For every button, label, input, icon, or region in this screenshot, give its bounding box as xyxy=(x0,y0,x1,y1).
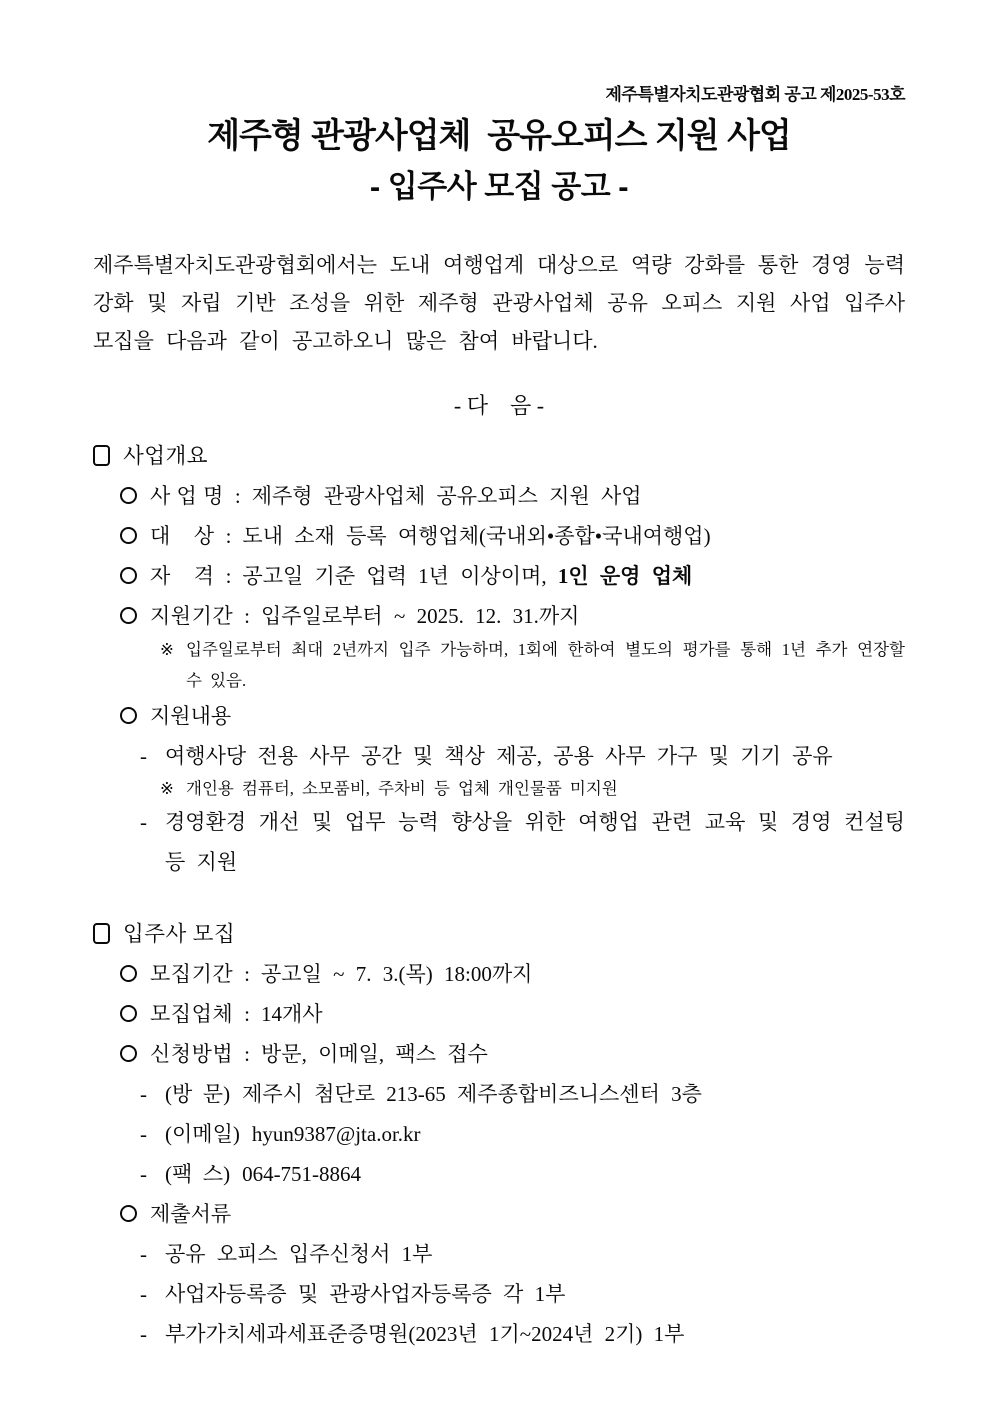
colon-separator: : xyxy=(244,1042,250,1066)
section-recruit xyxy=(93,914,905,1354)
dash-bullet: - xyxy=(140,1282,147,1306)
item-support-period xyxy=(93,596,905,636)
circle-bullet-icon xyxy=(120,1005,137,1022)
item-label: 사 업 명 xyxy=(150,484,224,508)
document-title: 제주형 관광사업체 공유오피스 지원 사업 xyxy=(207,117,791,155)
colon-separator: : xyxy=(225,524,232,548)
item-value: 도내 소재 등록 여행업체(국내외•종합•국내여행업) xyxy=(242,524,711,548)
item-support-content-heading xyxy=(93,696,905,736)
colon-separator: : xyxy=(234,484,241,508)
method-visit xyxy=(93,1074,905,1114)
doc-item-vat xyxy=(93,1314,905,1354)
item-label: 자 격 xyxy=(150,564,215,588)
section-overview xyxy=(93,436,905,882)
item-qualification xyxy=(93,556,905,596)
method-value: 064-751-8864 xyxy=(242,1162,362,1186)
colon-separator: : xyxy=(225,564,232,588)
dash-bullet: - xyxy=(140,1122,147,1146)
support-item-text: 경영환경 개선 및 업무 능력 향상을 위한 여행업 관련 교육 및 경영 컨설팅 등 지원 xyxy=(165,810,905,874)
dash-bullet: - xyxy=(140,1162,147,1186)
method-label: (방 문) xyxy=(165,1082,231,1106)
item-value: 방문, 이메일, 팩스 접수 xyxy=(261,1042,488,1066)
method-email xyxy=(93,1114,905,1154)
docs-heading-label: 제출서류 xyxy=(150,1202,232,1226)
item-value: 입주일로부터 ~ 2025. 12. 31.까지 xyxy=(261,604,580,628)
notice-number: 제주특별자치도관광협회 공고 제2025-53호 xyxy=(605,85,905,104)
item-recruit-count xyxy=(93,994,905,1034)
qualification-text: 공고일 기준 업력 1년 이상이며, xyxy=(242,564,558,588)
support-item-office xyxy=(93,736,905,776)
doc-item-registration xyxy=(93,1274,905,1314)
item-label: 신청방법 xyxy=(150,1042,234,1066)
item-value xyxy=(242,564,692,588)
circle-bullet-icon xyxy=(120,1045,137,1062)
method-value-email: hyun9387@jta.or.kr xyxy=(251,1122,421,1146)
circle-bullet-icon xyxy=(120,567,137,584)
circle-bullet-icon xyxy=(120,965,137,982)
support-item-education xyxy=(93,802,905,882)
note-personal-items xyxy=(93,776,905,802)
support-item-text: 여행사당 전용 사무 공간 및 책상 제공, 공용 사무 가구 및 기기 공유 xyxy=(165,744,833,768)
item-label: 모집업체 xyxy=(150,1002,234,1026)
circle-bullet-icon xyxy=(120,527,137,544)
dash-bullet: - xyxy=(140,1082,147,1106)
reference-mark-icon: ※ xyxy=(160,640,174,659)
item-documents-heading xyxy=(93,1194,905,1234)
doc-item-text: 사업자등록증 및 관광사업자등록증 각 1부 xyxy=(165,1282,566,1306)
item-label: 모집기간 xyxy=(150,962,234,986)
qualification-bold-text: 1인 운영 업체 xyxy=(557,564,693,588)
daum-divider: - 다 음 - xyxy=(453,393,545,418)
doc-item-text: 부가가치세과세표준증명원(2023년 1기~2024년 2기) 1부 xyxy=(165,1322,685,1346)
section-recruit-heading xyxy=(93,914,905,954)
item-label: 대 상 xyxy=(150,524,215,548)
section-heading-label: 사업개요 xyxy=(123,444,209,468)
method-label: (팩 스) xyxy=(165,1162,231,1186)
circle-bullet-icon xyxy=(120,707,137,724)
item-value: 14개사 xyxy=(261,1002,323,1026)
circle-bullet-icon xyxy=(120,607,137,624)
doc-item-application xyxy=(93,1234,905,1274)
note-text: 입주일로부터 최대 2년까지 입주 가능하며, 1회에 한하여 별도의 평가를 통해 1년 추가 연장할 수 있음. xyxy=(186,640,905,690)
item-label: 지원기간 xyxy=(150,604,234,628)
support-heading-label: 지원내용 xyxy=(150,704,232,728)
square-bullet-icon xyxy=(93,445,110,466)
method-fax xyxy=(93,1154,905,1194)
note-text: 개인용 컴퓨터, 소모품비, 주차비 등 업체 개인물품 미지원 xyxy=(186,779,618,798)
item-apply-method xyxy=(93,1034,905,1074)
item-value: 제주형 관광사업체 공유오피스 지원 사업 xyxy=(251,484,642,508)
document-subtitle: - 입주사 모집 공고 - xyxy=(369,169,629,204)
dash-bullet: - xyxy=(140,1322,147,1346)
item-recruit-period xyxy=(93,954,905,994)
note-period-extension xyxy=(93,634,905,696)
section-heading-label: 입주사 모집 xyxy=(123,922,236,946)
circle-bullet-icon xyxy=(120,487,137,504)
method-value: 제주시 첨단로 213-65 제주종합비즈니스센터 3층 xyxy=(242,1082,702,1106)
item-project-name xyxy=(93,476,905,516)
dash-bullet: - xyxy=(140,1242,147,1266)
dash-bullet: - xyxy=(140,744,147,768)
square-bullet-icon xyxy=(93,923,110,944)
reference-mark-icon: ※ xyxy=(160,779,174,798)
method-label: (이메일) xyxy=(165,1122,240,1146)
dash-bullet: - xyxy=(140,810,147,834)
section-overview-heading xyxy=(93,436,905,476)
colon-separator: : xyxy=(244,604,250,628)
item-target xyxy=(93,516,905,556)
item-value: 공고일 ~ 7. 3.(목) 18:00까지 xyxy=(261,962,533,986)
colon-separator: : xyxy=(244,1002,250,1026)
intro-paragraph: 제주특별자치도관광협회에서는 도내 여행업계 대상으로 역량 강화를 통한 경영 능력 강화 및 자립 기반 조성을 위한 제주형 관광사업체 공유 오피스 지원 사업 입주사 모집을 다음과 같이 공고하오니 많은 참여 바랍니다. xyxy=(93,253,905,353)
circle-bullet-icon xyxy=(120,1205,137,1222)
doc-item-text: 공유 오피스 입주신청서 1부 xyxy=(165,1242,433,1266)
colon-separator: : xyxy=(244,962,250,986)
